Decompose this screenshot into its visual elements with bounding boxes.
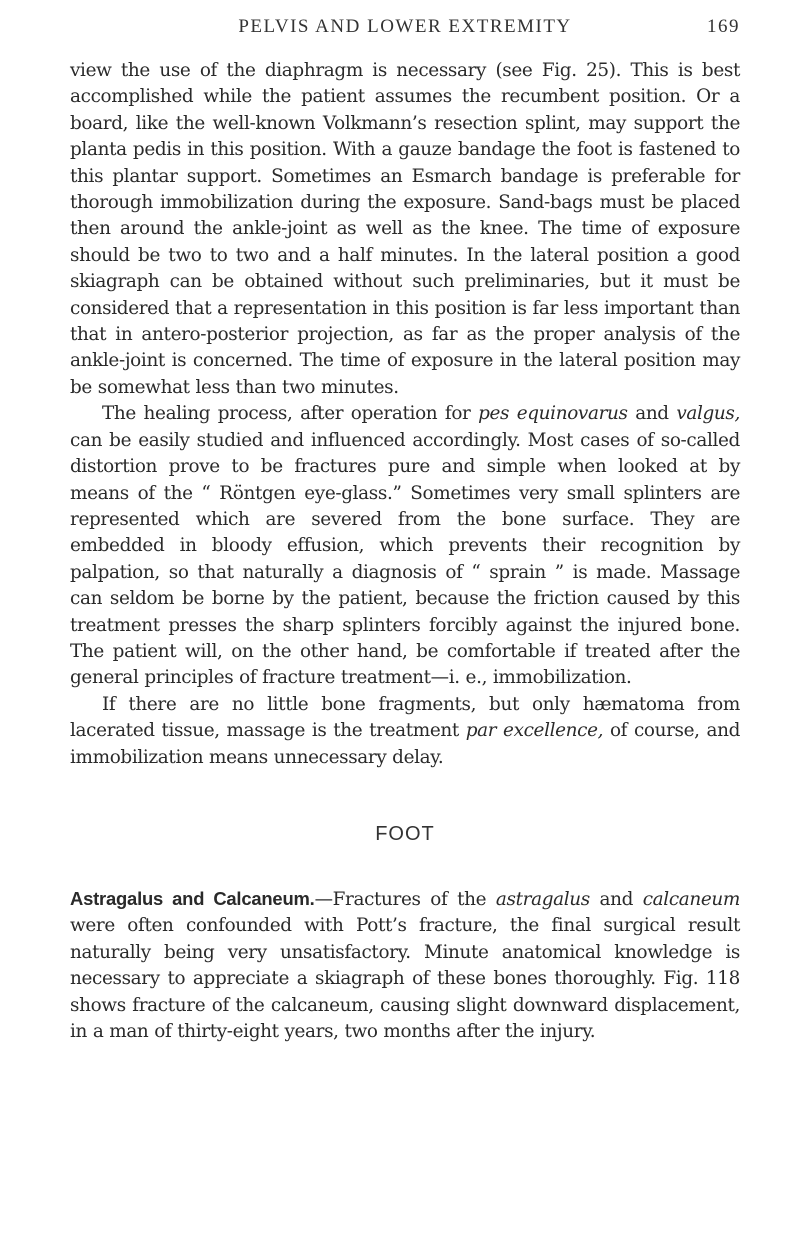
italic-term: par excellence, [465, 720, 604, 742]
italic-term: pes equinovarus [478, 403, 628, 425]
text-run: view the use of the diaphragm is necessary (see Fig. 25). This is best accomplished while the patient assumes the recumbent position. Or a board, like the well-known Volkmann’s resection splint, may support the planta pedis in this position. With a gauze bandage the foot is fastened to this plantar support. Sometimes an Esmarch bandage is preferable for thorough immobilization during the exposure. Sand-bags must be placed then around the ankle-joint as well as the knee. The time of exposure should be two to two and a half minutes. In the lateral position a good skiagraph can be obtained without such preliminaries, but it must be considered that a representation in this position is far less important than that in antero-posterior projection, as far as the proper analysis of the ankle-joint is concerned. The time of exposure in the lateral position may be somewhat less than two minutes. [70, 60, 740, 398]
text-run: —Fractures of the [314, 888, 496, 910]
text-run: The healing process, after operation for [102, 403, 479, 425]
running-title: PELVIS AND LOWER EXTREMITY [238, 16, 572, 37]
paragraph-healing-process [70, 401, 740, 691]
italic-term: valgus, [676, 403, 741, 425]
paragraph-continued [70, 58, 740, 401]
paragraph-haematoma [70, 692, 740, 771]
italic-term: calcaneum [642, 888, 740, 910]
text-run: and [627, 403, 677, 425]
text-run: If there are no little bone fragments, but only hæmatoma from lacerated tissue, massage is the treatment [70, 693, 740, 742]
section-heading: FOOT [375, 822, 435, 845]
run-in-heading: Astragalus and Calcaneum. [70, 887, 315, 909]
page-header [70, 14, 740, 58]
book-page [70, 14, 740, 1045]
text-run: can be easily studied and influenced accordingly. Most cases of so-called distortion prove to be fractures pure and simple when looked at by means of the “ Röntgen eye-glass.” Sometimes very small splinters are represented which are severed from the bone surface. They are embedded in bloody effusion, which prevents their recognition by palpation, so that naturally a diagnosis of “ sprain ” is made. Massage can seldom be borne by the patient, because the friction caused by this treatment presses the sharp splinters forcibly against the injured bone. The patient will, on the other hand, be comfortable if treated after the general principles of fracture treatment—i. e., immobilization. [70, 429, 740, 689]
italic-term: astragalus [495, 888, 590, 910]
text-run: were often confounded with Pott’s fracture, the final surgical result naturally being very unsatisfactory. Minute anatomical knowledge is necessary to appreciate a skiagraph of these bones thoroughly. Fig. 118 shows fracture of the calcaneum, causing slight downward displacement, in a man of thirty-eight years, two months after the injury. [70, 915, 740, 1042]
paragraph-astragalus [70, 886, 740, 1045]
text-run: and [589, 888, 643, 910]
page-number: 169 [707, 16, 740, 37]
text-run: of course, and immobilization means unnecessary delay. [70, 720, 741, 768]
